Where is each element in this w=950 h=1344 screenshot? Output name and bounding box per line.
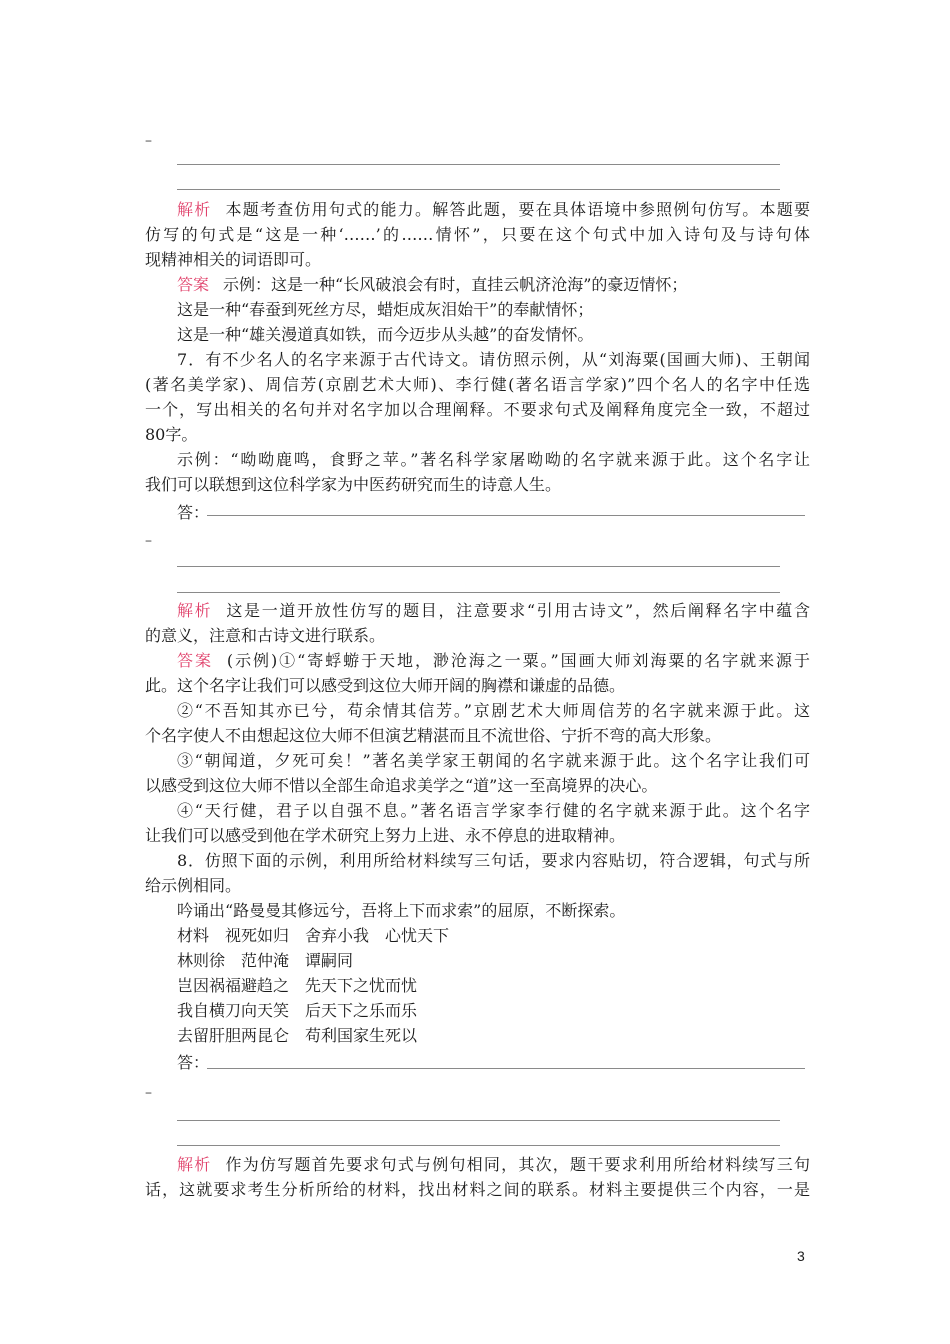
line-dash: – [145,133,152,149]
material-row: 去留肝胆两昆仑 苟利国家生死以 [177,1026,418,1045]
answer-line: 这是一种“雄关漫道真如铁，而今迈步从头越”的奋发情怀。 [177,325,594,344]
answer-blank-line[interactable] [177,1120,780,1121]
answer-blank-line[interactable] [177,1145,780,1146]
question-7-line: (著名美学家)、周信芳(京剧艺术大师)、李行健(著名语言学家)”四个名人的名字中任选 [145,375,810,394]
example-line: 示例：“呦呦鹿鸣，食野之苹。”著名科学家屠呦呦的名字就来源于此。这个名字让 [177,450,810,469]
example-line: 我们可以联想到这位科学家为中医药研究而生的诗意人生。 [145,475,562,494]
analysis-line: 话，这就要求考生分析所给的材料，找出材料之间的联系。材料主要提供三个内容，一是 [145,1180,810,1199]
material-row: 岂因祸福避趋之 先天下之忧而忧 [177,976,418,995]
answer-label: 答案 [177,651,213,670]
answer-blank-line[interactable] [207,1068,805,1069]
question-7-line: 一个，写出相关的名句并对名字加以合理阐释。不要求句式及阐释角度完全一致，不超过 [145,400,810,419]
line-dash: – [145,533,152,549]
answer-blank-line[interactable] [177,566,780,567]
answer-line: 这是一种“春蚕到死丝方尽，蜡炬成灰泪始干”的奉献情怀； [177,300,594,319]
answer-blank-line[interactable] [207,515,805,516]
analysis-line: 解析 作为仿写题首先要求句式与例句相同，其次，题干要求利用所给材料续写三句 [177,1155,810,1174]
analysis-label: 解析 [177,601,213,620]
analysis-line: 解析 这是一道开放性仿写的题目，注意要求“引用古诗文”，然后阐释名字中蕴含 [177,601,810,620]
answer-label: 答案 [177,275,210,294]
answer-line: ②“不吾知其亦已兮，苟余情其信芳。”京剧艺术大师周信芳的名字就来源于此。这 [177,701,810,720]
material-row: 林则徐 范仲淹 谭嗣同 [177,951,354,970]
analysis-label: 解析 [177,1155,212,1174]
answer-prompt: 答： [177,1053,210,1072]
analysis-line: 现精神相关的词语即可。 [145,250,322,269]
analysis-line: 仿写的句式是“这是一种‘……’的……情怀”，只要在这个句式中加入诗句及与诗句体 [145,225,810,244]
question-7-line: 7．有不少名人的名字来源于古代诗文。请仿照示例，从“刘海粟(国画大师)、王朝闻 [177,350,810,369]
line-dash: – [145,1085,152,1101]
example-line: 吟诵出“路曼曼其修远兮，吾将上下而求索”的屈原，不断探索。 [177,901,626,920]
question-8-line: 给示例相同。 [145,876,242,895]
answer-line: 答案 (示例)①“寄蜉蝣于天地，渺沧海之一粟。”国画大师刘海粟的名字就来源于 [177,651,810,670]
material-row: 材料 视死如归 舍弃小我 心忧天下 [177,926,450,945]
answer-blank-line [177,189,780,190]
answer-line: 此。这个名字让我们可以感受到这位大师开阔的胸襟和谦虚的品德。 [145,676,626,695]
answer-line: 以感受到这位大师不惜以全部生命追求美学之“道”这一至高境界的决心。 [145,776,658,795]
analysis-label: 解析 [177,200,212,219]
answer-prompt: 答： [177,503,210,522]
analysis-line: 解析 本题考查仿用句式的能力。解答此题，要在具体语境中参照例句仿写。本题要 [177,200,810,219]
answer-blank-line [177,164,780,165]
answer-line: 个名字使人不由想起这位大师不但演艺精湛而且不流世俗、宁折不弯的高大形象。 [145,726,722,745]
page-number: 3 [797,1248,805,1264]
question-8-line: 8．仿照下面的示例，利用所给材料续写三句话，要求内容贴切，符合逻辑，句式与所 [177,851,810,870]
answer-line: ③“朝闻道，夕死可矣！”著名美学家王朝闻的名字就来源于此。这个名字让我们可 [177,751,810,770]
analysis-line: 的意义，注意和古诗文进行联系。 [145,626,386,645]
answer-blank-line[interactable] [177,592,780,593]
question-7-line: 80字。 [145,425,198,444]
answer-line: 答案 示例：这是一种“长风破浪会有时，直挂云帆济沧海”的豪迈情怀； [177,275,688,294]
answer-line: ④“天行健，君子以自强不息。”著名语言学家李行健的名字就来源于此。这个名字 [177,801,810,820]
material-row: 我自横刀向天笑 后天下之乐而乐 [177,1001,418,1020]
answer-line: 让我们可以感受到他在学术研究上努力上进、永不停息的进取精神。 [145,826,626,845]
